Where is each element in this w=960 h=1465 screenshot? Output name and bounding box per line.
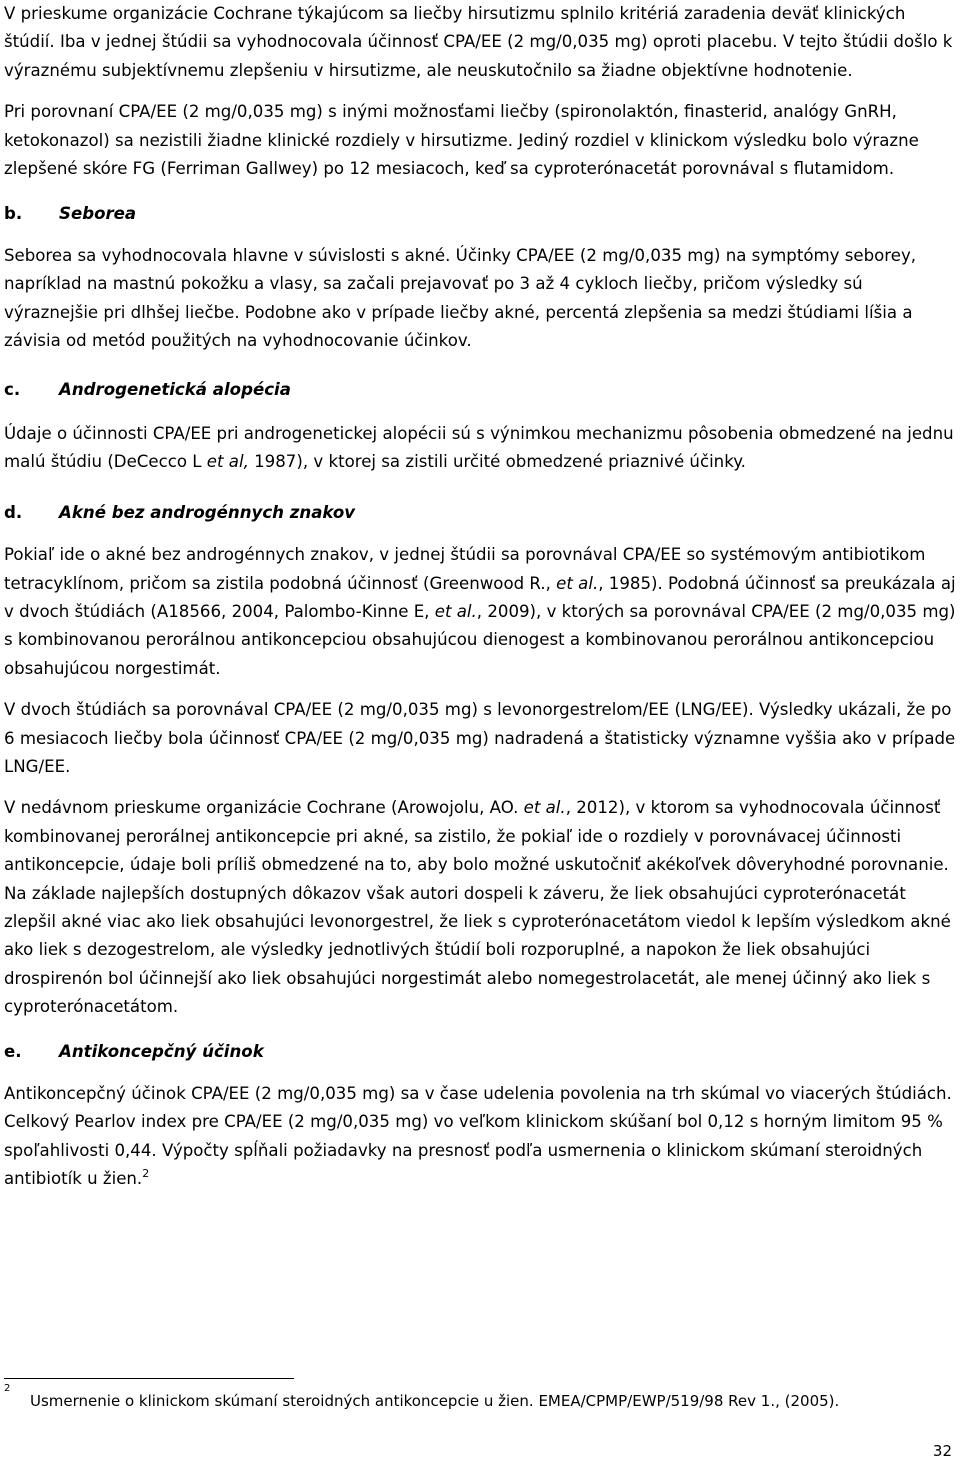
section-title: Antikoncepčný účinok <box>59 1041 264 1061</box>
footnote-reference: 2 <box>142 1167 150 1181</box>
paragraph-cochrane-hirsutism: V prieskume organizácie Cochrane týkajúcom sa liečby hirsutizmu splnilo kritériá zaradenia deväť klinických štúdií. Iba v jednej štúdii sa vyhodnocovala účinnosť CPA/EE (2 mg/0,035 mg) oproti placebu. V tejto štúdii došlo k výraznému subjektívnemu zlepšeniu v hirsutizme, ale neuskutočnilo sa žiadne objektívne hodnotenie. <box>4 4 953 80</box>
paragraph-cpa-comparison: Pri porovnaní CPA/EE (2 mg/0,035 mg) s inými možnosťami liečby (spironolaktón, finasterid, analógy GnRH, ketokonazol) sa nezistili žiadne klinické rozdiely v hirsutizme. Jediný rozdiel v klinickom výsledku bolo výrazne zlepšené skóre FG (Ferriman Gallwey) po 12 mesiacoch, keď sa cyproterónacetát porovnával s flutamidom. <box>4 102 919 179</box>
section-letter: c. <box>4 380 21 400</box>
document-body <box>4 0 958 1194</box>
section-title: Seborea <box>59 204 137 224</box>
footnote-text: Usmernenie o klinickom skúmaní steroidných antikoncepcie u žien. EMEA/CPMP/EWP/519/98 Rev 1., (2005). <box>30 1392 840 1410</box>
section-letter: d. <box>4 502 23 522</box>
section-heading-acne <box>4 499 958 527</box>
section-title: Androgenetická alopécia <box>59 380 291 400</box>
section-letter: e. <box>4 1041 22 1061</box>
paragraph-acne-cochrane: V nedávnom prieskume organizácie Cochrane (Arowojolu, AO. et al., 2012), v ktorom sa vyhodnocovala účinnosť kombinovanej perorálnej antikoncepcie pri akné, sa zistilo, že pokiaľ ide o rozdiely v porovnávacej účinnosti antikoncepcie, údaje boli príliš obmedzené na to, aby bolo možné uskutočniť akékoľvek dôveryhodné porovnanie. Na základe najlepších dostupných dôkazov však autori dospeli k záveru, že liek obsahujúci cyproterónacetát zlepšil akné viac ako liek obsahujúci levonorgestrel, že liek s cyproterónacetátom viedol k lepším výsledkom akné ako liek s dezogestrelom, ale výsledky jednotlivých štúdií boli rozporuplné, a napokon že liek obsahujúci drospirenón bol účinnejší ako liek obsahujúci norgestimát alebo nomegestrolacetát, ale menej účinný ako liek s cyproterónacetátom. <box>4 798 951 1017</box>
section-heading-seborea <box>4 200 958 228</box>
paragraph-seborea: Seborea sa vyhodnocovala hlavne v súvislosti s akné. Účinky CPA/EE (2 mg/0,035 mg) na symptómy seborey, napríklad na mastnú pokožku a vlasy, sa začali prejavovať po 3 až 4 cykloch liečby, pričom výsledky sú výraznejšie pri dlhšej liečbe. Podobne ako v prípade liečby akné, percentá zlepšenia sa medzi štúdiami líšia a závisia od metód použitých na vyhodnocovanie účinkov. <box>4 245 917 351</box>
footnote-divider <box>4 1378 294 1379</box>
section-heading-contraceptive <box>4 1038 958 1066</box>
section-title: Akné bez androgénnych znakov <box>59 502 356 522</box>
paragraph-acne-tetracycline: Pokiaľ ide o akné bez androgénnych znakov, v jednej štúdii sa porovnával CPA/EE so systémovým antibiotikom tetracyklínom, pričom sa zistila podobná účinnosť (Greenwood R., et al., 1985). Podobná účinnosť sa preukázala aj v dvoch štúdiách (A18566, 2004, Palombo-Kinne E, et al., 2009), v ktorých sa porovnával CPA/EE (2 mg/0,035 mg) s kombinovanou perorálnou antikoncepciou obsahujúcou dienogest a kombinovanou perorálnou antikoncepciou obsahujúcou norgestimát. <box>4 545 956 678</box>
paragraph-alopecia: Údaje o účinnosti CPA/EE pri androgenetickej alopécii sú s výnimkou mechanizmu pôsobenia obmedzené na jednu malú štúdiu (DeCecco L et al, 1987), v ktorej sa zistili určité obmedzené priaznivé účinky. <box>4 423 954 472</box>
section-heading-alopecia <box>4 376 958 404</box>
page-number: 32 <box>932 1442 952 1460</box>
footnote <box>4 1382 944 1411</box>
paragraph-acne-lng: V dvoch štúdiách sa porovnával CPA/EE (2 mg/0,035 mg) s levonorgestrelom/EE (LNG/EE). Výsledky ukázali, že po 6 mesiacoch liečby bola účinnosť CPA/EE (2 mg/0,035 mg) nadradená a štatisticky významne vyššia ako v prípade LNG/EE. <box>4 700 956 776</box>
section-letter: b. <box>4 204 23 224</box>
paragraph-contraceptive: Antikoncepčný účinok CPA/EE (2 mg/0,035 mg) sa v čase udelenia povolenia na trh skúmal vo viacerých štúdiách. Celkový Pearlov index pre CPA/EE (2 mg/0,035 mg) vo veľkom klinickom skúšaní bol 0,12 s horným limitom 95 % spoľahlivosti 0,44. Výpočty spĺňali požiadavky na presnosť podľa usmernenia o klinickom skúmaní steroidných antibiotík u žien.$^2$ <box>4 1084 952 1189</box>
footnote-number: 2 <box>4 1383 11 1394</box>
